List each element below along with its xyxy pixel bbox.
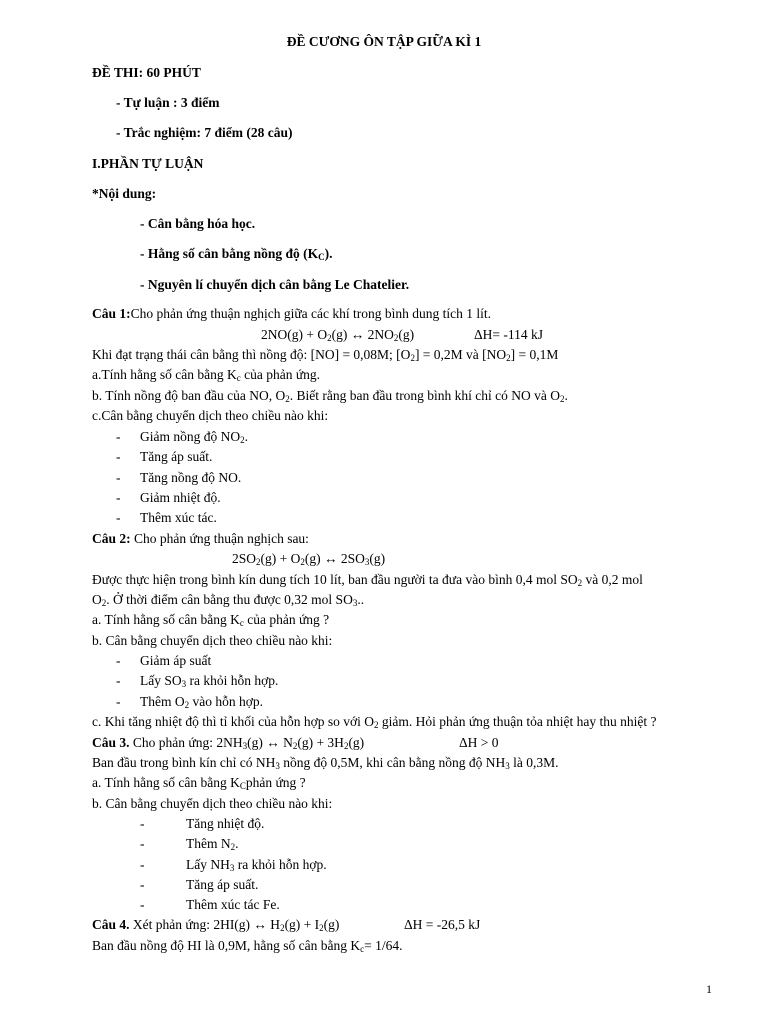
list-dash: - <box>140 877 145 892</box>
q3-b-item-1: Tăng nhiệt độ. <box>186 816 265 831</box>
q2-equation: $2SO_2(g) + O_2(g)$ ↔ $2SO_3(g)$ <box>232 551 386 567</box>
q1-equilibrium-concentrations: Khi đạt trạng thái cân bằng thì nồng độ: [NO] = 0,08M; $[O_2] = 0,2M$ và $[NO_2] = 0,1M$ <box>92 347 559 363</box>
q1-c-item-2: Tăng áp suất. <box>140 449 213 464</box>
q1-c-item-5: Thêm xúc tác. <box>140 510 217 525</box>
list-dash: - <box>140 897 145 912</box>
list-dash: - <box>116 449 121 464</box>
q1-c-item-4: Giảm nhiệt độ. <box>140 490 221 505</box>
format-essay: - Tự luận : 3 điểm <box>116 95 220 110</box>
document-title: ĐỀ CƯƠNG ÔN TẬP GIỮA KÌ 1 <box>286 34 482 49</box>
q1-equation: $2NO(g) + O_2(g)$ ↔ $2NO_2(g)$ <box>261 327 415 343</box>
list-dash: - <box>116 470 121 485</box>
q2-b-item-1: Giảm áp suất <box>140 653 212 668</box>
q4-intro: Câu 4. Xét phản ứng: 2HI(g) ↔ $H_2(g) + I_2(g)$ <box>92 917 340 933</box>
list-dash: - <box>140 836 145 851</box>
section-heading: I.PHẦN TỰ LUẬN <box>92 156 204 171</box>
content-heading: *Nội dung: <box>92 186 157 201</box>
page-number: 1 <box>706 982 712 996</box>
format-multiple-choice: - Trắc nghiệm: 7 điểm (28 câu) <box>116 125 293 140</box>
list-dash: - <box>140 857 145 872</box>
q3-b-item-2: Thêm $N_2$. <box>186 836 239 852</box>
q3-enthalpy: ΔH > 0 <box>459 735 499 750</box>
q3-part-a: a. Tính hằng số cân bằng $K_Cphản$ ứng ? <box>92 775 306 791</box>
q2-intro: Câu 2: Cho phản ứng thuận nghịch sau: <box>92 531 309 546</box>
q3-b-item-5: Thêm xúc tác Fe. <box>186 897 280 912</box>
list-dash: - <box>116 694 121 709</box>
q3-intro: Câu 3. Cho phản ứng: $2NH_3(g)$ ↔ $N_2(g) + 3H_2(g)$ <box>92 735 365 751</box>
list-dash: - <box>116 653 121 668</box>
content-item-3: - Nguyên lí chuyển dịch cân bằng Le Chatelier. <box>140 277 410 292</box>
q4-paragraph: Ban đầu nồng độ HI là 0,9M, hằng số cân bằng $K_c= 1/64$. <box>92 938 403 954</box>
q1-c-item-3: Tăng nồng độ NO. <box>140 470 242 485</box>
q1-part-b: b. Tính nồng độ ban đầu của NO, $O_2$. Biết rằng ban đầu trong bình khí chỉ có NO và $O_2$. <box>92 388 568 404</box>
q1-intro: Câu 1:Cho phản ứng thuận nghịch giữa các khí trong bình dung tích 1 lít. <box>92 306 491 321</box>
q2-part-a: a. Tính hằng số cân bằng $K_c$ của phản ứng ? <box>92 612 330 628</box>
content-item-1: - Cân bằng hóa học. <box>140 216 256 231</box>
q3-paragraph: Ban đầu trong bình kín chỉ có $NH_3$ nồng độ 0,5M, khi cân bằng nồng độ $NH_3$ là 0,3M. <box>92 755 559 771</box>
q3-b-item-4: Tăng áp suất. <box>186 877 259 892</box>
q2-paragraph-line-1: Được thực hiện trong bình kín dung tích 10 lít, ban đầu người ta đưa vào bình 0,4 mol $SO_2$ và 0,2 mol <box>92 572 643 588</box>
q2-part-c: c. Khi tăng nhiệt độ thì tỉ khối của hỗn hợp so với $O_2$ giảm. Hỏi phản ứng thuận tỏa nhiệt hay thu nhiệt ? <box>92 714 657 730</box>
content-item-2: - Hằng số cân bằng nồng độ $(K_C)$. <box>140 246 333 262</box>
list-dash: - <box>116 429 121 444</box>
q3-b-item-3: Lấy $NH_3$ ra khỏi hỗn hợp. <box>186 857 327 873</box>
exam-time: ĐỀ THI: 60 PHÚT <box>92 65 201 80</box>
q4-enthalpy: ΔH = -26,5 kJ <box>404 917 481 932</box>
list-dash: - <box>116 673 121 688</box>
list-dash: - <box>116 510 121 525</box>
list-dash: - <box>116 490 121 505</box>
q2-b-item-2: Lấy $SO_3$ ra khỏi hỗn hợp. <box>140 673 279 689</box>
list-dash: - <box>140 816 145 831</box>
q1-enthalpy: ΔH= -114 kJ <box>474 327 544 342</box>
q3-part-b: b. Cân bằng chuyển dịch theo chiều nào khi: <box>92 796 333 811</box>
q2-b-item-3: Thêm $O_2$ vào hỗn hợp. <box>140 694 264 710</box>
q2-paragraph-line-2: $O_2$. Ở thời điểm cân bằng thu được 0,32 mol $SO_3$.. <box>92 592 365 608</box>
q1-part-c: c.Cân bằng chuyển dịch theo chiều nào khi: <box>92 408 329 423</box>
q2-part-b: b. Cân bằng chuyển dịch theo chiều nào khi: <box>92 633 333 648</box>
q1-part-a: a.Tính hằng số cân bằng $K_c$ của phản ứng. <box>92 367 321 383</box>
q1-c-item-1: Giảm nồng độ $NO_2$. <box>140 429 248 445</box>
